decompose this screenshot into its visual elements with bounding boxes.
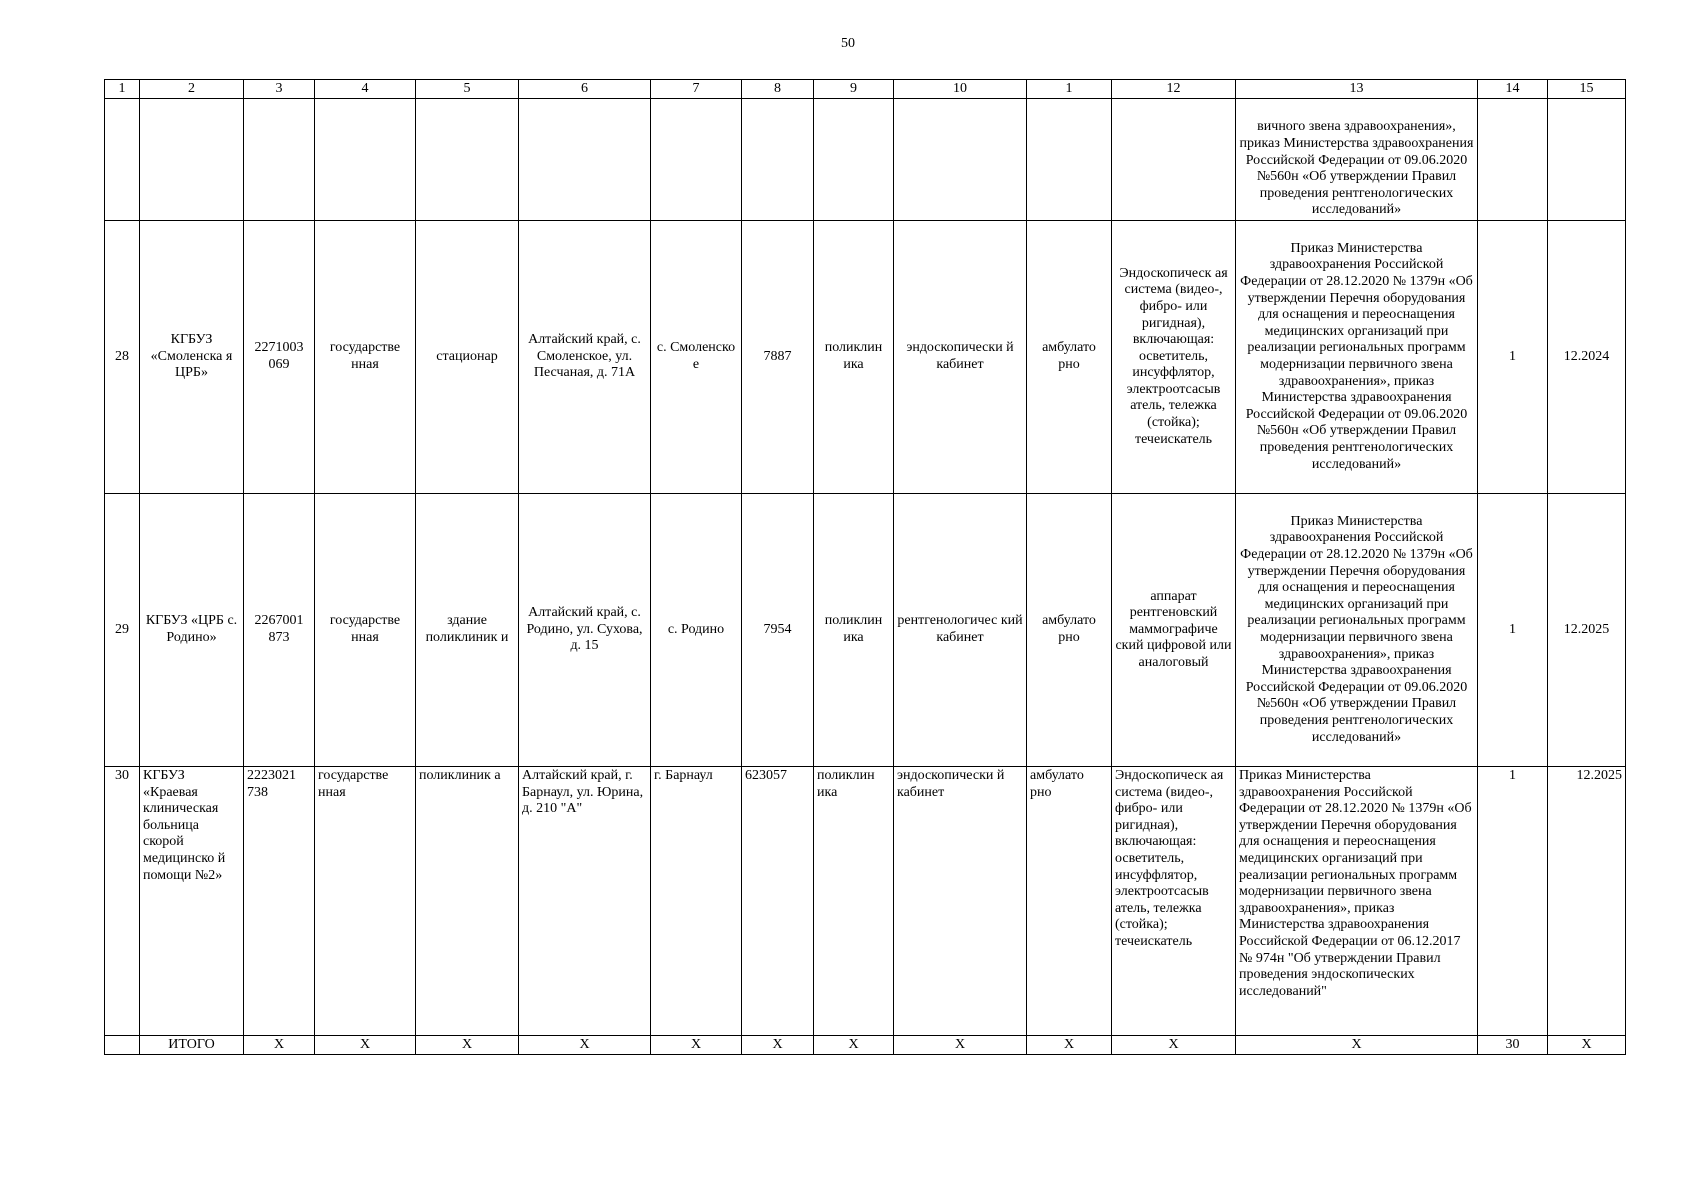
total-x-cell: Х — [1548, 1036, 1626, 1055]
unit-cell: поликлин ика — [814, 767, 894, 1036]
address-cell: Алтайский край, с. Родино, ул. Сухова, д. 15 — [519, 494, 651, 767]
facility-type-cell: стационар — [416, 221, 519, 494]
header-cell: 1 — [105, 80, 140, 99]
date-cell: 12.2025 — [1548, 494, 1626, 767]
population-cell: 623057 — [742, 767, 814, 1036]
cabinet-cell: эндоскопически й кабинет — [894, 767, 1027, 1036]
header-cell: 6 — [519, 80, 651, 99]
facility-type-cell: поликлиник а — [416, 767, 519, 1036]
empty-cell — [1548, 99, 1626, 221]
ownership-cell: государстве нная — [315, 494, 416, 767]
empty-cell — [1027, 99, 1112, 221]
empty-cell — [519, 99, 651, 221]
total-x-cell: Х — [315, 1036, 416, 1055]
total-x-cell: Х — [244, 1036, 315, 1055]
care-cell: амбулато рно — [1027, 767, 1112, 1036]
quantity-cell: 1 — [1478, 767, 1548, 1036]
order-cell: Приказ Министерства здравоохранения Российской Федерации от 28.12.2020 № 1379н «Об утверждении Перечня оборудования для оснащения и переоснащения медицинских организаций при реализации региональных программ модернизации первичного звена здравоохранения», приказ Министерства здравоохранения Российской Федерации от 09.06.2020 №560н «Об утверждении Правил проведения рентгенологических исследований» — [1236, 494, 1478, 767]
ownership-cell: государстве нная — [315, 767, 416, 1036]
total-quantity: 30 — [1478, 1036, 1548, 1055]
page-number: 50 — [841, 36, 855, 51]
facility-type-cell: здание поликлиник и — [416, 494, 519, 767]
total-x-cell: Х — [519, 1036, 651, 1055]
empty-cell — [651, 99, 742, 221]
ownership-cell: государстве нная — [315, 221, 416, 494]
equipment-cell: аппарат рентгеновский маммографиче ский цифровой или аналоговый — [1112, 494, 1236, 767]
table-row — [105, 767, 1626, 1036]
header-cell: 9 — [814, 80, 894, 99]
order-continuation-cell: вичного звена здравоохранения», приказ Министерства здравоохранения Российской Федерации от 09.06.2020 №560н «Об утверждении Правил проведения рентгенологических исследований» — [1236, 99, 1478, 221]
inn-cell: 2267001 873 — [244, 494, 315, 767]
inn-cell: 2271003 069 — [244, 221, 315, 494]
header-cell: 7 — [651, 80, 742, 99]
empty-cell — [1478, 99, 1548, 221]
row-number: 28 — [105, 221, 140, 494]
header-cell: 14 — [1478, 80, 1548, 99]
organization-cell: КГБУЗ «ЦРБ с. Родино» — [140, 494, 244, 767]
equipment-cell: Эндоскопическ ая система (видео-, фибро- или ригидная), включающая: осветитель, инсуффлятор, электроотсасыв атель, тележка (стойка); течеискатель — [1112, 767, 1236, 1036]
date-cell: 12.2024 — [1548, 221, 1626, 494]
empty-cell — [1112, 99, 1236, 221]
order-cell: Приказ Министерства здравоохранения Российской Федерации от 28.12.2020 № 1379н «Об утверждении Перечня оборудования для оснащения и переоснащения медицинских организаций при реализации региональных программ модернизации первичного звена здравоохранения», приказ Министерства здравоохранения Российской Федерации от 06.12.2017 № 974н "Об утверждении Правил проведения эндоскопических исследований" — [1236, 767, 1478, 1036]
cabinet-cell: рентгенологичес кий кабинет — [894, 494, 1027, 767]
population-cell: 7954 — [742, 494, 814, 767]
order-cell: Приказ Министерства здравоохранения Российской Федерации от 28.12.2020 № 1379н «Об утверждении Перечня оборудования для оснащения и переоснащения медицинских организаций при реализации региональных программ модернизации первичного звена здравоохранения», приказ Министерства здравоохранения Российской Федерации от 09.06.2020 №560н «Об утверждении Правил проведения рентгенологических исследований» — [1236, 221, 1478, 494]
organization-cell: КГБУЗ «Смоленска я ЦРБ» — [140, 221, 244, 494]
total-x-cell: Х — [1112, 1036, 1236, 1055]
row-number: 29 — [105, 494, 140, 767]
header-cell: 2 — [140, 80, 244, 99]
organization-cell: КГБУЗ «Краевая клиническая больница скорой медицинско й помощи №2» — [140, 767, 244, 1036]
total-x-cell: Х — [894, 1036, 1027, 1055]
date-cell: 12.2025 — [1548, 767, 1626, 1036]
empty-cell — [140, 99, 244, 221]
header-cell: 13 — [1236, 80, 1478, 99]
total-x-cell: Х — [1027, 1036, 1112, 1055]
header-cell: 15 — [1548, 80, 1626, 99]
settlement-cell: с. Смоленско е — [651, 221, 742, 494]
total-x-cell: Х — [814, 1036, 894, 1055]
empty-cell — [244, 99, 315, 221]
header-cell: 12 — [1112, 80, 1236, 99]
table-row — [105, 494, 1626, 767]
empty-cell — [894, 99, 1027, 221]
empty-cell — [742, 99, 814, 221]
address-cell: Алтайский край, г. Барнаул, ул. Юрина, д. 210 "А" — [519, 767, 651, 1036]
total-x-cell: Х — [742, 1036, 814, 1055]
settlement-cell: г. Барнаул — [651, 767, 742, 1036]
total-x-cell: Х — [1236, 1036, 1478, 1055]
equipment-cell: Эндоскопическ ая система (видео-, фибро- или ригидная), включающая: осветитель, инсуффлятор, электроотсасыв атель, тележка (стойка); течеискатель — [1112, 221, 1236, 494]
address-cell: Алтайский край, с. Смоленское, ул. Песчаная, д. 71А — [519, 221, 651, 494]
empty-cell — [105, 99, 140, 221]
table-row — [105, 221, 1626, 494]
header-cell: 3 — [244, 80, 315, 99]
header-cell: 4 — [315, 80, 416, 99]
header-cell: 1 — [1027, 80, 1112, 99]
inn-cell: 2223021 738 — [244, 767, 315, 1036]
header-cell: 5 — [416, 80, 519, 99]
unit-cell: поликлин ика — [814, 221, 894, 494]
total-label: ИТОГО — [140, 1036, 244, 1055]
empty-cell — [105, 1036, 140, 1055]
empty-cell — [814, 99, 894, 221]
settlement-cell: с. Родино — [651, 494, 742, 767]
care-cell: амбулато рно — [1027, 494, 1112, 767]
header-cell: 10 — [894, 80, 1027, 99]
total-x-cell: Х — [416, 1036, 519, 1055]
continuation-row — [105, 99, 1626, 221]
care-cell: амбулато рно — [1027, 221, 1112, 494]
quantity-cell: 1 — [1478, 494, 1548, 767]
equipment-table — [104, 79, 1626, 1055]
population-cell: 7887 — [742, 221, 814, 494]
empty-cell — [416, 99, 519, 221]
cabinet-cell: эндоскопически й кабинет — [894, 221, 1027, 494]
empty-cell — [315, 99, 416, 221]
total-x-cell: Х — [651, 1036, 742, 1055]
header-cell: 8 — [742, 80, 814, 99]
total-row — [105, 1036, 1626, 1055]
unit-cell: поликлин ика — [814, 494, 894, 767]
row-number: 30 — [105, 767, 140, 1036]
header-row — [105, 80, 1626, 99]
quantity-cell: 1 — [1478, 221, 1548, 494]
